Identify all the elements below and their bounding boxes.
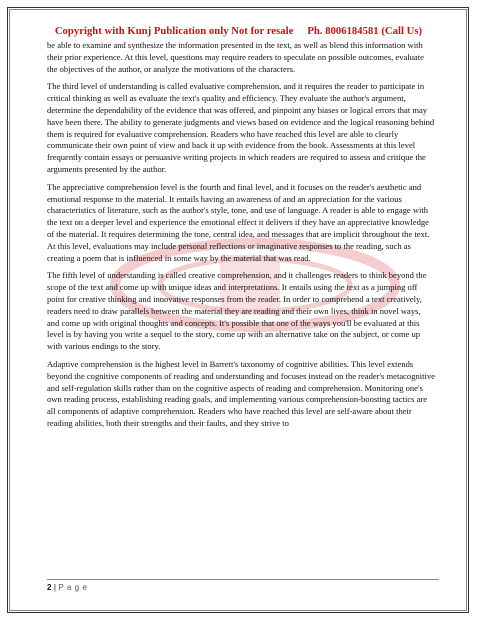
paragraph: The fifth level of understanding is called creative comprehension, and it challenges readers to think beyond the scope of the text and come up with unique ideas and interpretations. It entails using the text as a jumping off point for creative thinking and innovative responses from the reader. In order to comprehend a text creatively, readers need to draw parallels between the material they are reading and their own lives, think in novel ways, and come up with original thoughts and concepts. It's possible that one of the ways you'll be evaluated at this level is by having you write a sequel to the story, come up with an alternative take on the subject, or come up with various endings to the story. — [47, 270, 427, 352]
page-label: P a g e — [58, 583, 88, 592]
footer-separator: | — [51, 583, 59, 592]
page-number: 2 — [47, 583, 52, 592]
document-body — [47, 40, 435, 436]
paragraph: The appreciative comprehension level is the fourth and final level, and it focuses on the reader's aesthetic and emotional response to the material. It entails having an awareness of and an appreciation for the various characteristics of literature, such as the author's style, tone, and use of language. A reader is able to engage with the text on a deeper level and experience the emotional effect it delivers if they have an appreciative knowledge of the material. It requires determining the tone, central idea, and messages that are implicit throughout the text. At this level, evaluations may include personal reflections or imaginative responses to the reading, such as creating a poem that is influenced in some way by the material that was read. — [47, 181, 430, 263]
paragraph: Adaptive comprehension is the highest level in Barrett's taxonomy of cognitive abilities. This level extends beyond the cognitive components of reading and understanding and focuses instead on the reader's metacognitive and self-regulation skills rather than on the cognitive aspects of reading and comprehension. Monitoring one's own reading process, establishing reading goals, and implementing various comprehension-boosting tactics are all components of adaptive comprehension. Readers who have reached this level are self-aware about their reading abilities, both their strengths and their faults, and they strive to — [47, 358, 435, 428]
paragraph: The third level of understanding is called evaluative comprehension, and it requires the reader to participate in critical thinking as well as evaluate the text's quality and efficiency. They evaluate the author's argument, determine the dependability of the evidence that was offered, and pinpoint any biases or logical errors that may have been there. The ability to generate judgments and views based on evidence and the logical reasoning behind them is required for evaluative comprehension. Readers who have reached this level are able to clearly communicate their own point of view and back it up with evidence from the book. Assessments at this level frequently contain essays or persuasive writing projects in which readers are required to assess and critique the arguments presented by the author. — [47, 81, 435, 174]
page-header — [0, 26, 477, 37]
paragraph: be able to examine and synthesize the information presented in the text, as well as blend this information with their prior experience. At this level, questions may require readers to speculate on possible outcomes, evaluate the objectives of the author, or analyze the motivations of the characters. — [47, 40, 424, 74]
phone-number: Ph. 8006184581 (Call Us) — [307, 26, 423, 37]
copyright-notice: Copyright with Kunj Publication only Not for resale — [54, 26, 294, 37]
page-footer — [47, 579, 439, 592]
